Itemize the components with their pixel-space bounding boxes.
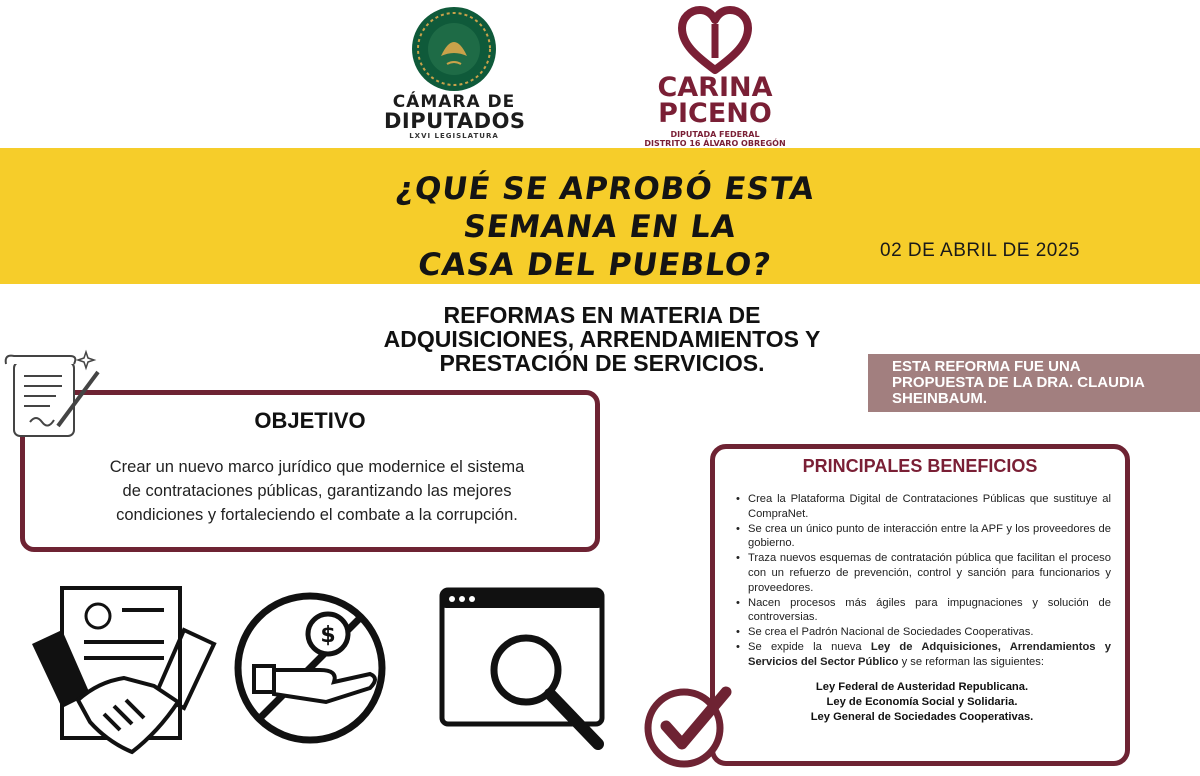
browser-search-icon [438, 586, 608, 754]
objetivo-text-line1: Crear un nuevo marco jurídico que modernice el sistema [109, 458, 525, 476]
objetivo-title: OBJETIVO [254, 408, 366, 433]
checkmark-circle-icon [642, 682, 734, 774]
objetivo-text-line2: de contrataciones públicas, garantizando las mejores [122, 482, 512, 500]
banner-title-line1: ¿QUÉ SE APROBÓ ESTA SEMANA EN LA [393, 171, 818, 245]
carina-role: DIPUTADA FEDERAL [670, 130, 760, 139]
list-item: • Se crea un único punto de interacción entre la APF y los proveedores de gobierno. [733, 522, 1111, 552]
carina-name-line2: PICENO [658, 98, 772, 129]
publication-date: 02 DE ABRIL DE 2025 [880, 240, 1080, 261]
reformed-laws [733, 680, 1111, 724]
list-item-suffix: y se reforman las siguientes: [901, 655, 1044, 668]
camara-name-line1: CÁMARA DE [392, 92, 516, 112]
camara-name-line2: DIPUTADOS [384, 109, 526, 133]
proposal-line2: PROPUESTA DE LA DRA. CLAUDIA [892, 374, 1145, 391]
list-item: • Nacen procesos más ágiles para impugnaciones y solución de controversias. [733, 596, 1111, 626]
law-item: Ley de Economía Social y Solidaria. [826, 695, 1018, 708]
proposal-line1: ESTA REFORMA FUE UNA [892, 358, 1081, 375]
camara-logo [384, 6, 524, 144]
mexican-eagle-seal-icon [411, 6, 497, 92]
carina-district: DISTRITO 16 ÁLVARO OBREGÓN [644, 139, 786, 148]
reform-title [372, 303, 832, 375]
heart-monogram-icon [676, 6, 754, 76]
banner-title-line2: CASA DEL PUEBLO? [415, 247, 774, 283]
list-item-law-name: Ley de Adquisiciones, Arrendamientos y Servicios del Sector Público [748, 640, 1112, 668]
proposal-line3: SHEINBAUM. [892, 390, 988, 407]
banner-title [322, 170, 878, 284]
list-item: • Se crea el Padrón Nacional de Sociedades Cooperativas. [733, 625, 1111, 640]
handshake-contract-icon [28, 582, 218, 766]
law-item: Ley Federal de Austeridad Republicana. [815, 681, 1029, 693]
reform-title-line2: ADQUISICIONES, ARRENDAMIENTOS Y [383, 326, 821, 352]
beneficios-list [733, 492, 1111, 670]
beneficios-title: PRINCIPALES BENEFICIOS [802, 456, 1038, 476]
reform-title-line3: PRESTACIÓN DE SERVICIOS. [439, 350, 765, 376]
list-item: • Traza nuevos esquemas de contratación pública que facilitan el proceso con un refuerzo de prevención, control y sanción para funcionarios y proveedores. [733, 551, 1111, 595]
list-item-prefix: Se expide la nueva [748, 640, 862, 653]
law-item: Ley General de Sociedades Cooperativas. [810, 710, 1034, 723]
list-item: • Crea la Plataforma Digital de Contrataciones Públicas que sustituye al CompraNet. [733, 492, 1111, 522]
carina-name-line1: CARINA [657, 72, 773, 103]
no-bribery-icon [230, 586, 390, 750]
proposal-note [868, 354, 1200, 412]
reform-title-line1: REFORMAS EN MATERIA DE [443, 302, 761, 328]
list-item [733, 640, 1111, 670]
carina-piceno-logo [640, 6, 790, 148]
objetivo-text-line3: condiciones y fortaleciendo el combate a la corrupción. [116, 506, 518, 524]
svg-text:$: $ [320, 623, 336, 648]
objetivo-text [72, 455, 562, 527]
camara-legislatura: LXVI LEGISLATURA [409, 132, 499, 140]
